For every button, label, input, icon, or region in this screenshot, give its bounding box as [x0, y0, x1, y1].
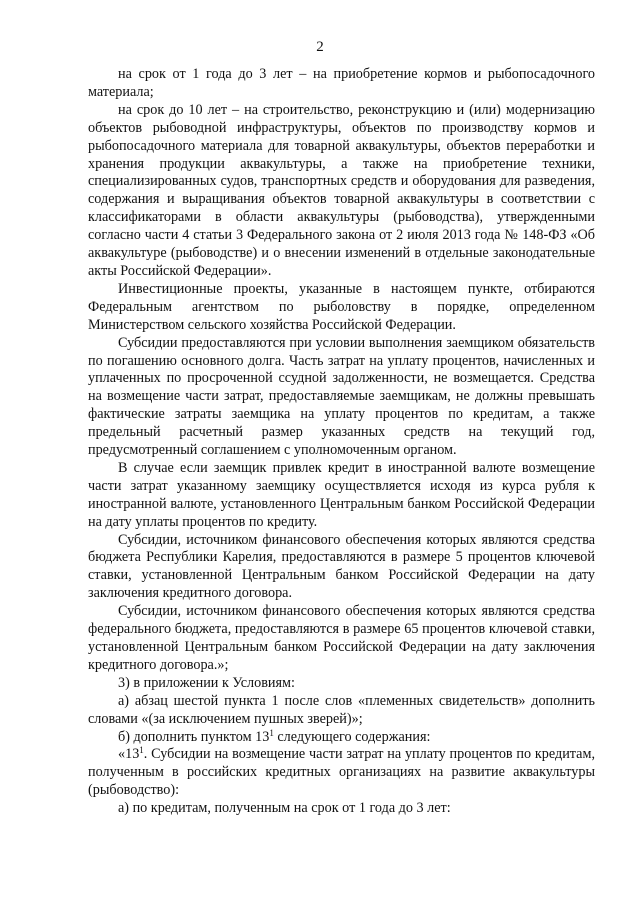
point-13-number: «13 — [118, 746, 140, 763]
paragraph-investment-projects: Инвестиционные проекты, указанные в настоящем пункте, отбираются Федеральным агентством по рыболовству в порядке, определенном Министерством сельского хозяйства Российской Федерации. — [88, 280, 595, 333]
item-b-superscript: 1 — [269, 727, 274, 738]
point-13-text: . Субсидии на возмещение части затрат на уплату процентов по кредитам, полученным в российских кредитных организациях на развитие аквакультуры (рыбоводство): — [88, 746, 595, 799]
paragraph-item-a: а) абзац шестой пункта 1 после слов «племенных свидетельств» дополнить словами «(за исключением пушных зверей)»; — [88, 692, 595, 727]
item-b-text-end: следующего содержания: — [273, 728, 431, 745]
paragraph-foreign-currency: В случае если заемщик привлек кредит в иностранной валюте возмещение части затрат указанному заемщику осуществляется исходя из курса рубля к иностранной валюте, установленного Центральным банком Российской Федерации на дату уплаты процентов по кредиту. — [88, 459, 595, 530]
item-b-text: б) дополнить пунктом 13 — [118, 728, 270, 745]
paragraph-subsidy-conditions: Субсидии предоставляются при условии выполнения заемщиком обязательств по погашению основного долга. Часть затрат на уплату процентов, начисленных и уплаченных по просроченной ссудной задолженности, не возмещается. Средства на возмещение части затрат, предоставляемые заемщикам, не должны превышать фактические затраты заемщика на уплату процентов по кредитам, а также предельный расчетный размер указанных средств на текущий год, предусмотренный соглашением с уполномоченным органом. — [88, 334, 595, 459]
paragraph-item-b — [88, 729, 595, 747]
paragraph-federal-budget: Субсидии, источником финансового обеспечения которых являются средства федерального бюджета, предоставляются в размере 65 процентов ключевой ставки, установленной Центральным банком Российской Федерации на дату заключения кредитного договора.»; — [88, 603, 595, 673]
document-body — [88, 66, 595, 818]
paragraph-point-13-1 — [88, 746, 595, 800]
paragraph-karelia-budget: Субсидии, источником финансового обеспечения которых являются средства бюджета Республики Карелия, предоставляются в размере 5 процентов ключевой ставки, установленной Центральным банком Российской Федерации на дату заключения кредитного договора. — [88, 531, 595, 602]
paragraph-last-item-a: а) по кредитам, полученным на срок от 1 года до 3 лет: — [118, 800, 451, 817]
paragraph-term-1-3-years: на срок от 1 года до 3 лет – на приобретение кормов и рыбопосадочного материала; — [88, 66, 595, 100]
paragraph-term-10-years: на срок до 10 лет – на строительство, реконструкцию и (или) модернизацию объектов рыбоводной инфраструктуры, объектов по производству кормов и рыбопосадочного материала для товарной аквакультуры, объектов переработки и хранения продукции аквакультуры, а также на приобретение техники, специализированных судов, транспортных средств и оборудования для разведения, содержания и выращивания объектов товарной аквакультуры в соответствии с классификаторами в области аквакультуры (рыбоводства), утвержденными согласно части 4 статьи 3 Федерального закона от 2 июля 2013 года № 148-ФЗ «Об аквакультуре (рыбоводстве) и о внесении изменений в отдельные законодательные акты Российской Федерации». — [88, 101, 595, 279]
paragraph-appendix: 3) в приложении к Условиям: — [118, 674, 295, 691]
point-13-superscript: 1 — [139, 745, 144, 756]
page-number: 2 — [316, 39, 324, 55]
